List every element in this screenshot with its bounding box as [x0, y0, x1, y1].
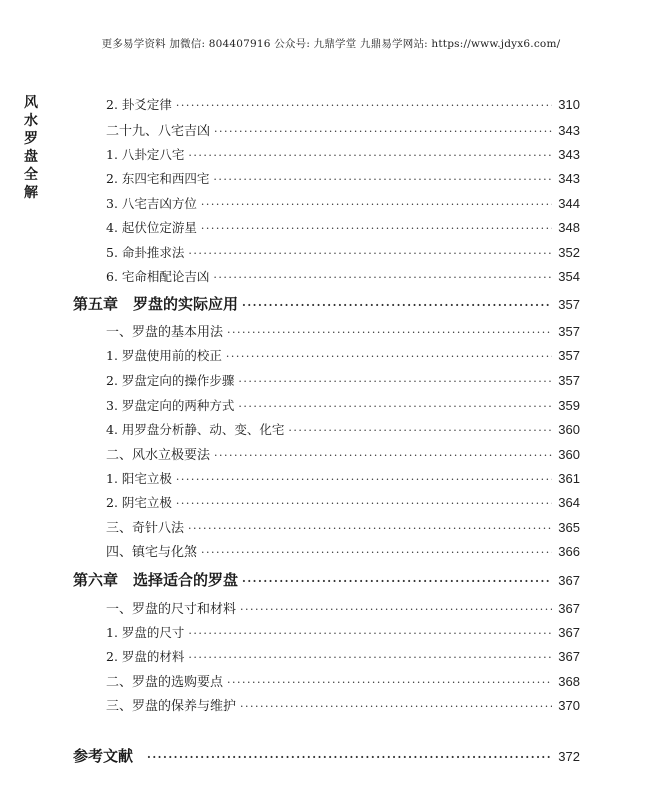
toc-entry [106, 541, 580, 560]
toc-leader-dots [176, 99, 552, 112]
toc-entry-label: 四、镇宅与化煞 [106, 545, 198, 560]
toc-entry-page: 372 [558, 749, 580, 764]
toc-leader-dots [214, 125, 552, 138]
toc-entry-label: 5. 命卦推求法 [106, 245, 185, 260]
toc-entry [106, 194, 580, 212]
toc-entry-page: 367 [558, 601, 580, 616]
toc-entry [106, 469, 580, 487]
toc-entry-label: 1. 阳宅立极 [106, 471, 172, 486]
book-title-char: 罗 [24, 131, 38, 147]
toc-entry [106, 444, 580, 463]
toc-entry [106, 145, 580, 163]
toc-entry-page: 348 [558, 220, 580, 235]
toc-entry-label: 2. 卦爻定律 [106, 97, 172, 112]
toc-entry-label: 2. 阴宅立极 [106, 495, 172, 510]
toc-entry [106, 218, 580, 236]
toc-entry-label: 4. 用罗盘分析静、动、变、化宅 [106, 422, 285, 437]
book-title-char: 盘 [24, 149, 38, 165]
toc-entry-page: 343 [558, 123, 580, 138]
toc-entry-label: 三、罗盘的保养与维护 [106, 699, 237, 714]
toc-chapter-label: 第六章 选择适合的罗盘 [73, 571, 239, 589]
toc-entry-label: 2. 罗盘的材料 [106, 649, 185, 664]
toc-entry-label: 1. 罗盘使用前的校正 [106, 348, 222, 363]
toc-leader-dots [288, 424, 552, 437]
toc-entry [106, 420, 580, 438]
toc-entry-page: 357 [558, 297, 580, 312]
toc-leader-dots [147, 751, 552, 764]
toc-entry [106, 346, 580, 364]
toc-leader-dots [201, 546, 552, 559]
book-title-char: 解 [24, 185, 38, 201]
toc-entry-page: 344 [558, 196, 580, 211]
toc-leader-dots [176, 473, 552, 486]
toc-leader-dots [188, 651, 552, 664]
toc-entry [106, 120, 580, 139]
toc-entry-page: 310 [558, 97, 580, 112]
toc-entry [106, 321, 580, 340]
toc-leader-dots [238, 375, 552, 388]
toc-entry-label: 3. 罗盘定向的两种方式 [106, 398, 235, 413]
toc-entry-label: 3. 八宅吉凶方位 [106, 196, 197, 211]
toc-entry-label: 2. 东四宅和西四宅 [106, 171, 210, 186]
toc-entry-page: 357 [558, 324, 580, 339]
toc-entry [106, 169, 580, 187]
toc-references-entry [73, 745, 580, 766]
toc-leader-dots [188, 522, 552, 535]
toc-entry-label: 二十九、八宅吉凶 [106, 124, 211, 139]
toc-leader-dots [188, 247, 552, 260]
book-title-vertical [22, 94, 40, 202]
toc-leader-dots [240, 603, 552, 616]
toc-entry-label: 2. 罗盘定向的操作步骤 [106, 373, 235, 388]
toc-entry-page: 352 [558, 245, 580, 260]
toc-leader-dots [242, 575, 552, 588]
toc-references-label: 参考文献 [73, 747, 134, 765]
toc-entry [106, 598, 580, 617]
toc-leader-dots [227, 326, 552, 339]
toc-entry-page: 361 [558, 471, 580, 486]
toc-leader-dots [213, 173, 552, 186]
toc-entry-label: 1. 八卦定八宅 [106, 147, 185, 162]
toc-entry-page: 367 [558, 573, 580, 588]
book-title-char: 风 [24, 95, 38, 111]
toc-entry-page: 365 [558, 520, 580, 535]
toc-leader-dots [238, 400, 552, 413]
toc-entry [106, 695, 580, 714]
toc-entry-label: 4. 起伏位定游星 [106, 220, 197, 235]
toc-leader-dots [213, 271, 552, 284]
toc-chapter-entry [73, 293, 580, 314]
toc-chapter-entry [73, 569, 580, 590]
toc-entry-page: 368 [558, 674, 580, 689]
toc-entry-page: 359 [558, 398, 580, 413]
toc-leader-dots [201, 198, 552, 211]
toc-entry-label: 一、罗盘的尺寸和材料 [106, 602, 237, 617]
toc-entry-page: 357 [558, 373, 580, 388]
toc-entry-page: 360 [558, 422, 580, 437]
toc-entry [106, 267, 580, 285]
toc-entry [106, 493, 580, 511]
toc-entry-label: 1. 罗盘的尺寸 [106, 625, 185, 640]
toc-entry-page: 370 [558, 698, 580, 713]
toc-entry-label: 三、奇针八法 [106, 521, 185, 536]
toc-entry-page: 343 [558, 171, 580, 186]
toc-leader-dots [214, 449, 552, 462]
toc-entry [106, 95, 580, 113]
toc-entry [106, 623, 580, 641]
toc-entry-page: 364 [558, 495, 580, 510]
toc-chapter-label: 第五章 罗盘的实际应用 [73, 295, 239, 313]
page-header: 更多易学资料 加微信: 804407916 公众号: 九鼎学堂 九鼎易学网站: https://www.jdyx6.com/ [101, 38, 561, 50]
toc-leader-dots [176, 497, 552, 510]
toc-leader-dots [227, 676, 552, 689]
toc-leader-dots [226, 350, 552, 363]
toc-entry [106, 371, 580, 389]
toc-leader-dots [188, 149, 552, 162]
toc-leader-dots [240, 700, 552, 713]
toc-entry-label: 6. 宅命相配论吉凶 [106, 269, 210, 284]
book-title-char: 水 [24, 113, 38, 129]
toc-entry-page: 360 [558, 447, 580, 462]
toc-entry [106, 517, 580, 536]
toc-leader-dots [188, 627, 552, 640]
toc-leader-dots [242, 299, 552, 312]
toc-entry-label: 二、罗盘的选购要点 [106, 675, 224, 690]
toc-entry-label: 二、风水立极要法 [106, 448, 211, 463]
toc-entry [106, 647, 580, 665]
toc-entry-page: 354 [558, 269, 580, 284]
toc-entry-page: 357 [558, 348, 580, 363]
toc-entry-page: 366 [558, 544, 580, 559]
toc-entry [106, 671, 580, 690]
toc-entry-page: 367 [558, 625, 580, 640]
toc-entry [106, 396, 580, 414]
book-title-char: 全 [24, 167, 38, 183]
toc-entry-page: 367 [558, 649, 580, 664]
toc-entry-page: 343 [558, 147, 580, 162]
toc-entry [106, 243, 580, 261]
toc-entry-label: 一、罗盘的基本用法 [106, 325, 224, 340]
toc-leader-dots [201, 222, 552, 235]
